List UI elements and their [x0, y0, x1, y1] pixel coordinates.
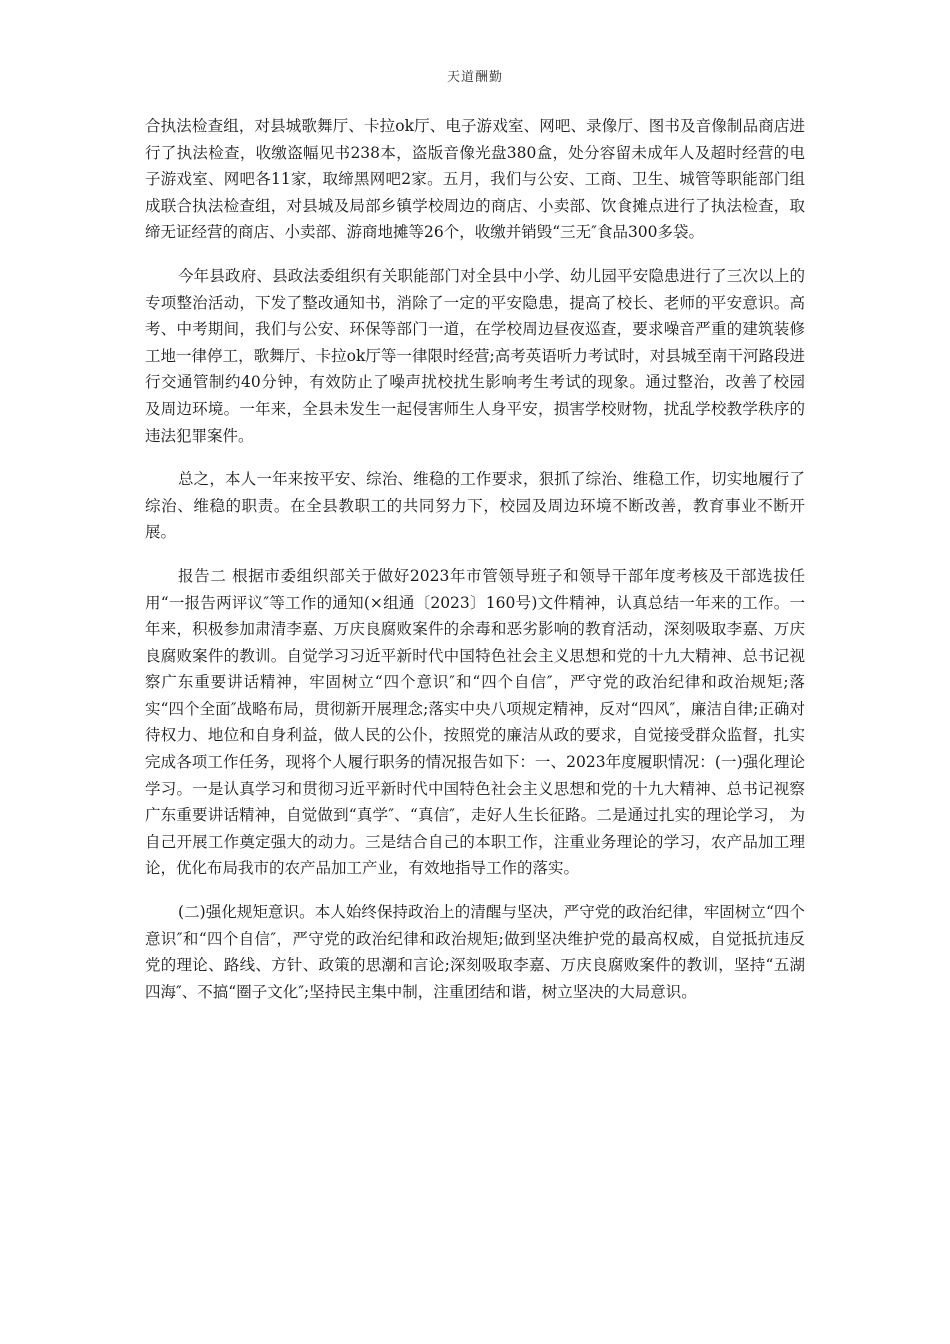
document-body — [145, 113, 805, 1022]
paragraph-safety-rectification: 今年县政府、县政法委组织有关职能部门对全县中小学、幼儿园平安隐患进行了三次以上的专项整治活动，下发了整改通知书，消除了一定的平安隐患，提高了校长、老师的平安意识。高考、中考期间，我们与公安、环保等部门一道，在学校周边昼夜巡查，要求噪音严重的建筑装修工地一律停工，歌舞厅、卡拉ok厅等一律限时经营;高考英语听力考试时，对县城至南干河路段进行交通管制约40分钟，有效防止了噪声扰校扰生影响考生考试的现象。通过整治，改善了校园 及周边环境。一年来，全县未发生一起侵害师生人身平安，损害学校财物，扰乱学校教学秩序的违法犯罪案件。 — [145, 266, 805, 445]
paragraph-continuation: 合执法检查组，对县城歌舞厅、卡拉ok厅、电子游戏室、网吧、录像厅、图书及音像制品商店进行了执法检查，收缴盗幅见书238本，盗版音像光盘380盒，处分容留未成年人及超时经营的电子游戏室、网吧各11家，取缔黑网吧2家。五月，我们与公安、工商、卫生、城管等职能部门组成联合执法检查组，对县城及局部乡镇学校周边的商店、小卖部、饮食摊点进行了执法检查，取缔无证经营的商店、小卖部、游商地摊等26个，收缴并销毁“三无″食品300多袋。 — [145, 117, 805, 242]
page-header: 天道酬勤 — [446, 70, 503, 85]
paragraph-summary: 总之，本人一年来按平安、综治、维稳的工作要求，狠抓了综治、维稳工作，切实地履行了综治、维稳的职责。在全县教职工的共同努力下，校园及周边环境不断改善，教育事业不断开展。 — [145, 470, 805, 542]
paragraph-report-two: 报告二 根据市委组织部关于做好2023年市管领导班子和领导干部年度考核及干部选拔任用“一报告两评议″等工作的通知(×组通〔2023〕160号)文件精神，认真总结一年来的工作。一年来，积极参加肃清李嘉、万庆良腐败案件的余毒和恶劣影响的教育活动，深刻吸取李嘉、万庆良腐败案件的教训。自觉学习习近平新时代中国特色社会主义思想和党的十九大精神、总书记视察广东重要讲话精神，牢固树立“四个意识″和“四个自信″，严守党的政治纪律和政治规矩;落实“四个全面″战略布局，贯彻新开展理念;落实中央八项规定精神，反对“四风″，廉洁自律;正确对待权力、地位和自身利益，做人民的公仆，按照党的廉洁从政的要求，自觉接受群众监督，扎实完成各项工作任务，现将个人履行职务的情况报告如下：一、2023年度履职情况：(一)强化理论学习。一是认真学习和贯彻习近平新时代中国特色社会主义思想和党的十九大精神、总书记视察广东重要讲话精神，自觉做到“真学″、“真信″，走好人生长征路。二是通过扎实的理论学习， 为自己开展工作奠定强大的动力。三是结合自己的本职工作，注重业务理论的学习，农产品加工理论，优化布局我市的农产品加工产业，有效地指导工作的落实。 — [145, 566, 805, 878]
paragraph-rules-awareness: (二)强化规矩意识。本人始终保持政治上的清醒与坚决，严守党的政治纪律，牢固树立“四个意识″和“四个自信″，严守党的政治纪律和政治规矩;做到坚决维护党的最高权威，自觉抵抗违反党的理论、路线、方针、政策的思潮和言论;深刻吸取李嘉、万庆良腐败案件的教训，坚持“五湖四海″、不搞“圈子文化″;坚持民主集中制，注重团结和谐，树立坚决的大局意识。 — [145, 903, 805, 1001]
